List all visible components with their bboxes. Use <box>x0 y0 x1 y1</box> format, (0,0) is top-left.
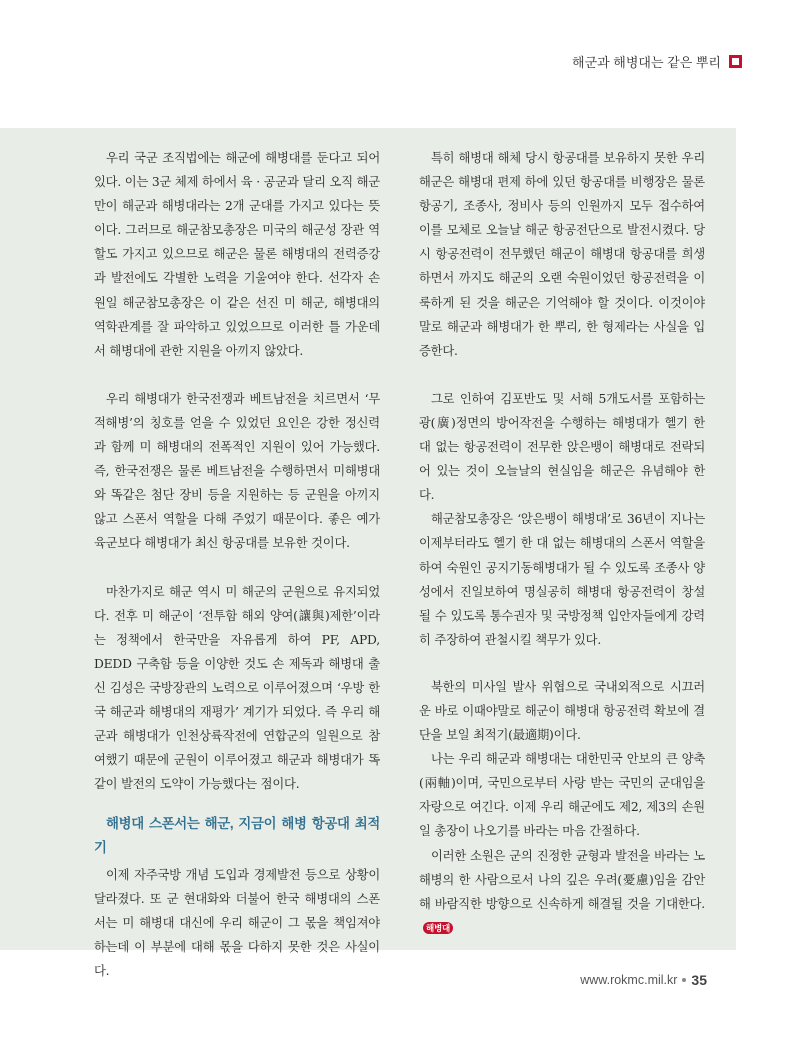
final-paragraph <box>419 844 705 940</box>
square-marker-icon <box>729 55 742 68</box>
body-paragraph: 북한의 미사일 발사 위협으로 국내외적으로 시끄러운 바로 이때야말로 해군이 해병대 항공전력 확보에 결단을 보일 최적기(最適期)이다. <box>419 679 705 743</box>
page-number: 35 <box>691 972 707 988</box>
body-paragraph: 특히 해병대 해체 당시 항공대를 보유하지 못한 우리 해군은 해병대 편제 하에 있던 항공대를 비행장은 물론 항공기, 조종사, 정비사 등의 인원까지 모두 접수하여 이를 모체로 오늘날 해군 항공전단으로 발전시켰다. 당시 항공전력이 전무했던 해군이 해병대 항공대를 희생하면서 까지도 해군의 오랜 숙원이었던 항공전력을 이룩하게 된 것을 해군은 기억해야 할 것이다. 이것이야말로 해군과 해병대가 한 뿌리, 한 형제라는 사실을 입증한다. <box>419 151 705 358</box>
section-subheading: 해병대 스폰서는 해군, 지금이 해병 항공대 최적기 <box>94 816 380 856</box>
page-footer <box>580 972 707 988</box>
body-paragraph: 그로 인하여 김포반도 및 서해 5개도서를 포함하는 광(廣)정면의 방어작전을 수행하는 해병대가 헬기 한 대 없는 항공전력이 전무한 앉은뱅이 해병대로 전락되어 있는 것이 오늘날의 현실임을 해군은 유념해야 한다. <box>419 391 705 503</box>
body-paragraph: 이제 자주국방 개념 도입과 경제발전 등으로 상황이 달라졌다. 또 군 현대화와 더불어 한국 해병대의 스폰서는 미 해병대 대신에 우리 해군이 그 몫을 책임져야 하는데 이 부분에 대해 몫을 다하지 못한 것은 사실이다. <box>94 867 380 978</box>
end-mark-badge: 해병대 <box>423 922 453 934</box>
body-paragraph: 우리 국군 조직법에는 해군에 해병대를 둔다고 되어 있다. 이는 3군 체제 하에서 육 · 공군과 달리 오직 해군만이 해군과 해병대라는 2개 군대를 가지고 있다는 뜻이다. 그러므로 해군참모총장은 미국의 해군성 장관 역할도 가지고 있으므로 해군은 물론 해병대의 전력증강과 발전에도 각별한 노력을 기울여야 한다. 선각자 손원일 해군참모총장은 이 같은 선진 미 해군, 해병대의 역학관계를 잘 파악하고 있었으므로 이러한 틀 가운데서 해병대에 관한 지원을 아끼지 않았다. <box>94 151 380 358</box>
running-header-title: 해군과 해병대는 같은 뿌리 <box>572 55 721 70</box>
body-paragraph: 우리 해병대가 한국전쟁과 베트남전을 치르면서 ‘무적해병’의 칭호를 얻을 수 있었던 요인은 강한 정신력과 함께 미 해병대의 전폭적인 지원이 있어 가능했다. 즉, 한국전쟁은 물론 베트남전을 수행하면서 미해병대와 똑같은 첨단 장비 등을 지원하는 등 군원을 아끼지 않고 스폰서 역할을 다해 주었기 때문이다. 좋은 예가 육군보다 해병대가 최신 항공대를 보유한 것이다. <box>94 391 380 551</box>
left-column <box>94 146 380 983</box>
body-paragraph: 마찬가지로 해군 역시 미 해군의 군원으로 유지되었다. 전후 미 해군이 ‘전투함 해외 양여(讓與)제한’이라는 정책에서 한국만을 자유롭게 하여 PF, APD, DEDD 구축함 등을 이양한 것도 손 제독과 해병대 출신 김성은 국방장관의 노력으로 이루어졌으며 ‘우방 한국 해군과 해병대의 재평가’ 계기가 되었다. 즉 우리 해군과 해병대가 인천상륙작전에 연합군의 일원으로 참여했기 때문에 군원이 이루어졌고 해군과 해병대가 똑같이 발전의 도약이 가능했다는 점이다. <box>94 584 380 792</box>
running-header <box>572 52 742 71</box>
body-paragraph: 나는 우리 해군과 해병대는 대한민국 안보의 큰 양축(兩軸)이며, 국민으로부터 사랑 받는 국민의 군대임을 자랑으로 여긴다. 이제 우리 해군에도 제2, 제3의 손원일 총장이 나오기를 바라는 마음 간절하다. <box>419 752 705 839</box>
final-paragraph-text: 이러한 소원은 군의 진정한 균형과 발전을 바라는 노해병의 한 사람으로서 나의 깊은 우려(憂慮)임을 감안해 바람직한 방향으로 신속하게 해결될 것을 기대한다. <box>419 848 705 911</box>
right-column <box>419 146 705 940</box>
body-paragraph: 해군참모총장은 ‘앉은뱅이 해병대’로 36년이 지나는 이제부터라도 헬기 한 대 없는 해병대의 스폰서 역할을 하여 숙원인 공지기동해병대가 될 수 있도록 조종사 양성에서 진일보하여 명실공히 해병대 항공전력이 창설될 수 있도록 통수권자 및 국방정책 입안자들에게 강력히 주장하여 관철시킬 책무가 있다. <box>419 512 705 647</box>
footer-url: www.rokmc.mil.kr <box>580 973 678 987</box>
bullet-dot-icon <box>682 978 686 982</box>
